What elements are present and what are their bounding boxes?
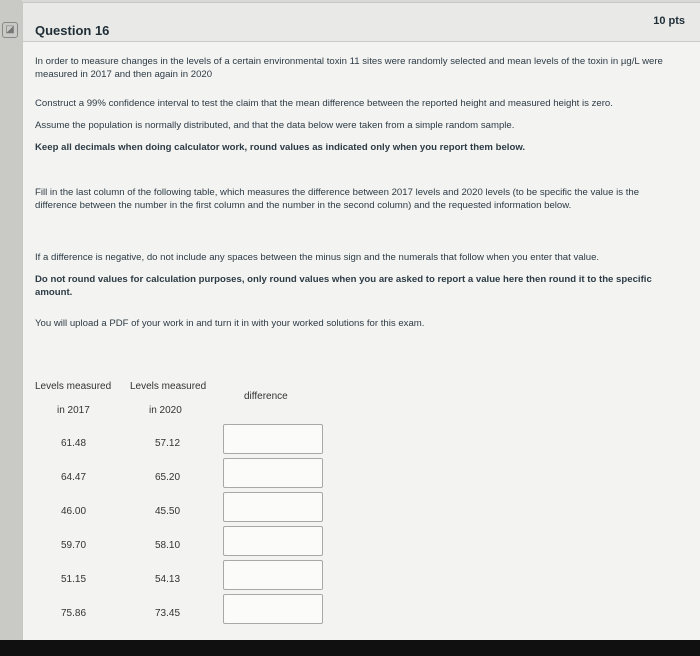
table-cell-2020: 73.45 [155, 608, 181, 619]
question-card [22, 2, 700, 644]
question-flag-icon[interactable]: ◪ [2, 22, 18, 38]
fill-instruction: Fill in the last column of the following table, which measures the difference between 2017 levels and 2020 levels (to be specific the value is the difference between the number in the first column and the number in the second column) and the requested information below. [35, 187, 640, 211]
table-cell-2017: 61.48 [61, 438, 87, 449]
difference-input[interactable] [223, 424, 323, 454]
table-cell-2017: 64.47 [61, 472, 87, 483]
col2-header-line2: in 2020 [149, 405, 182, 416]
difference-input[interactable] [223, 560, 323, 590]
question-points: 10 pts [653, 15, 685, 27]
question-header [23, 3, 700, 42]
table-cell-2020: 54.13 [155, 574, 181, 585]
col3-header: difference [244, 391, 288, 402]
table-cell-2017: 46.00 [61, 506, 87, 517]
table-cell-2020: 58.10 [155, 540, 181, 551]
table-cell-2020: 57.12 [155, 438, 181, 449]
decimal-instruction: Keep all decimals when doing calculator work, round values as indicated only when you report them below. [35, 142, 526, 153]
col1-header-line1: Levels measured [35, 381, 112, 392]
difference-input[interactable] [223, 492, 323, 522]
assumption-text: Assume the population is normally distributed, and that the data below were taken from a simple random sample. [35, 120, 515, 131]
table-cell-2017: 59.70 [61, 540, 87, 551]
upload-instruction: You will upload a PDF of your work in and turn it in with your worked solutions for this exam. [35, 318, 425, 329]
rounding-instruction: Do not round values for calculation purposes, only round values when you are asked to report a value here then round it to the specific amount. [35, 274, 652, 298]
screen-bottom-edge [0, 640, 700, 656]
table-cell-2020: 45.50 [155, 506, 181, 517]
left-gutter [0, 0, 22, 656]
difference-input[interactable] [223, 594, 323, 624]
table-cell-2017: 51.15 [61, 574, 87, 585]
col2-header-line1: Levels measured [130, 381, 207, 392]
intro-paragraph: In order to measure changes in the levels of a certain environmental toxin 11 sites were randomly selected and mean levels of the toxin in µg/L were measured in 2017 and then again in 2020 [35, 56, 663, 80]
table-cell-2017: 75.86 [61, 608, 87, 619]
question-title: Question 16 [35, 23, 110, 38]
confidence-instruction: Construct a 99% confidence interval to test the claim that the mean difference between the reported height and measured height is zero. [35, 98, 613, 109]
col1-header-line2: in 2017 [57, 405, 90, 416]
table-cell-2020: 65.20 [155, 472, 181, 483]
difference-input[interactable] [223, 458, 323, 488]
difference-input[interactable] [223, 526, 323, 556]
negative-instruction: If a difference is negative, do not include any spaces between the minus sign and the numerals that follow when you enter that value. [35, 252, 600, 263]
